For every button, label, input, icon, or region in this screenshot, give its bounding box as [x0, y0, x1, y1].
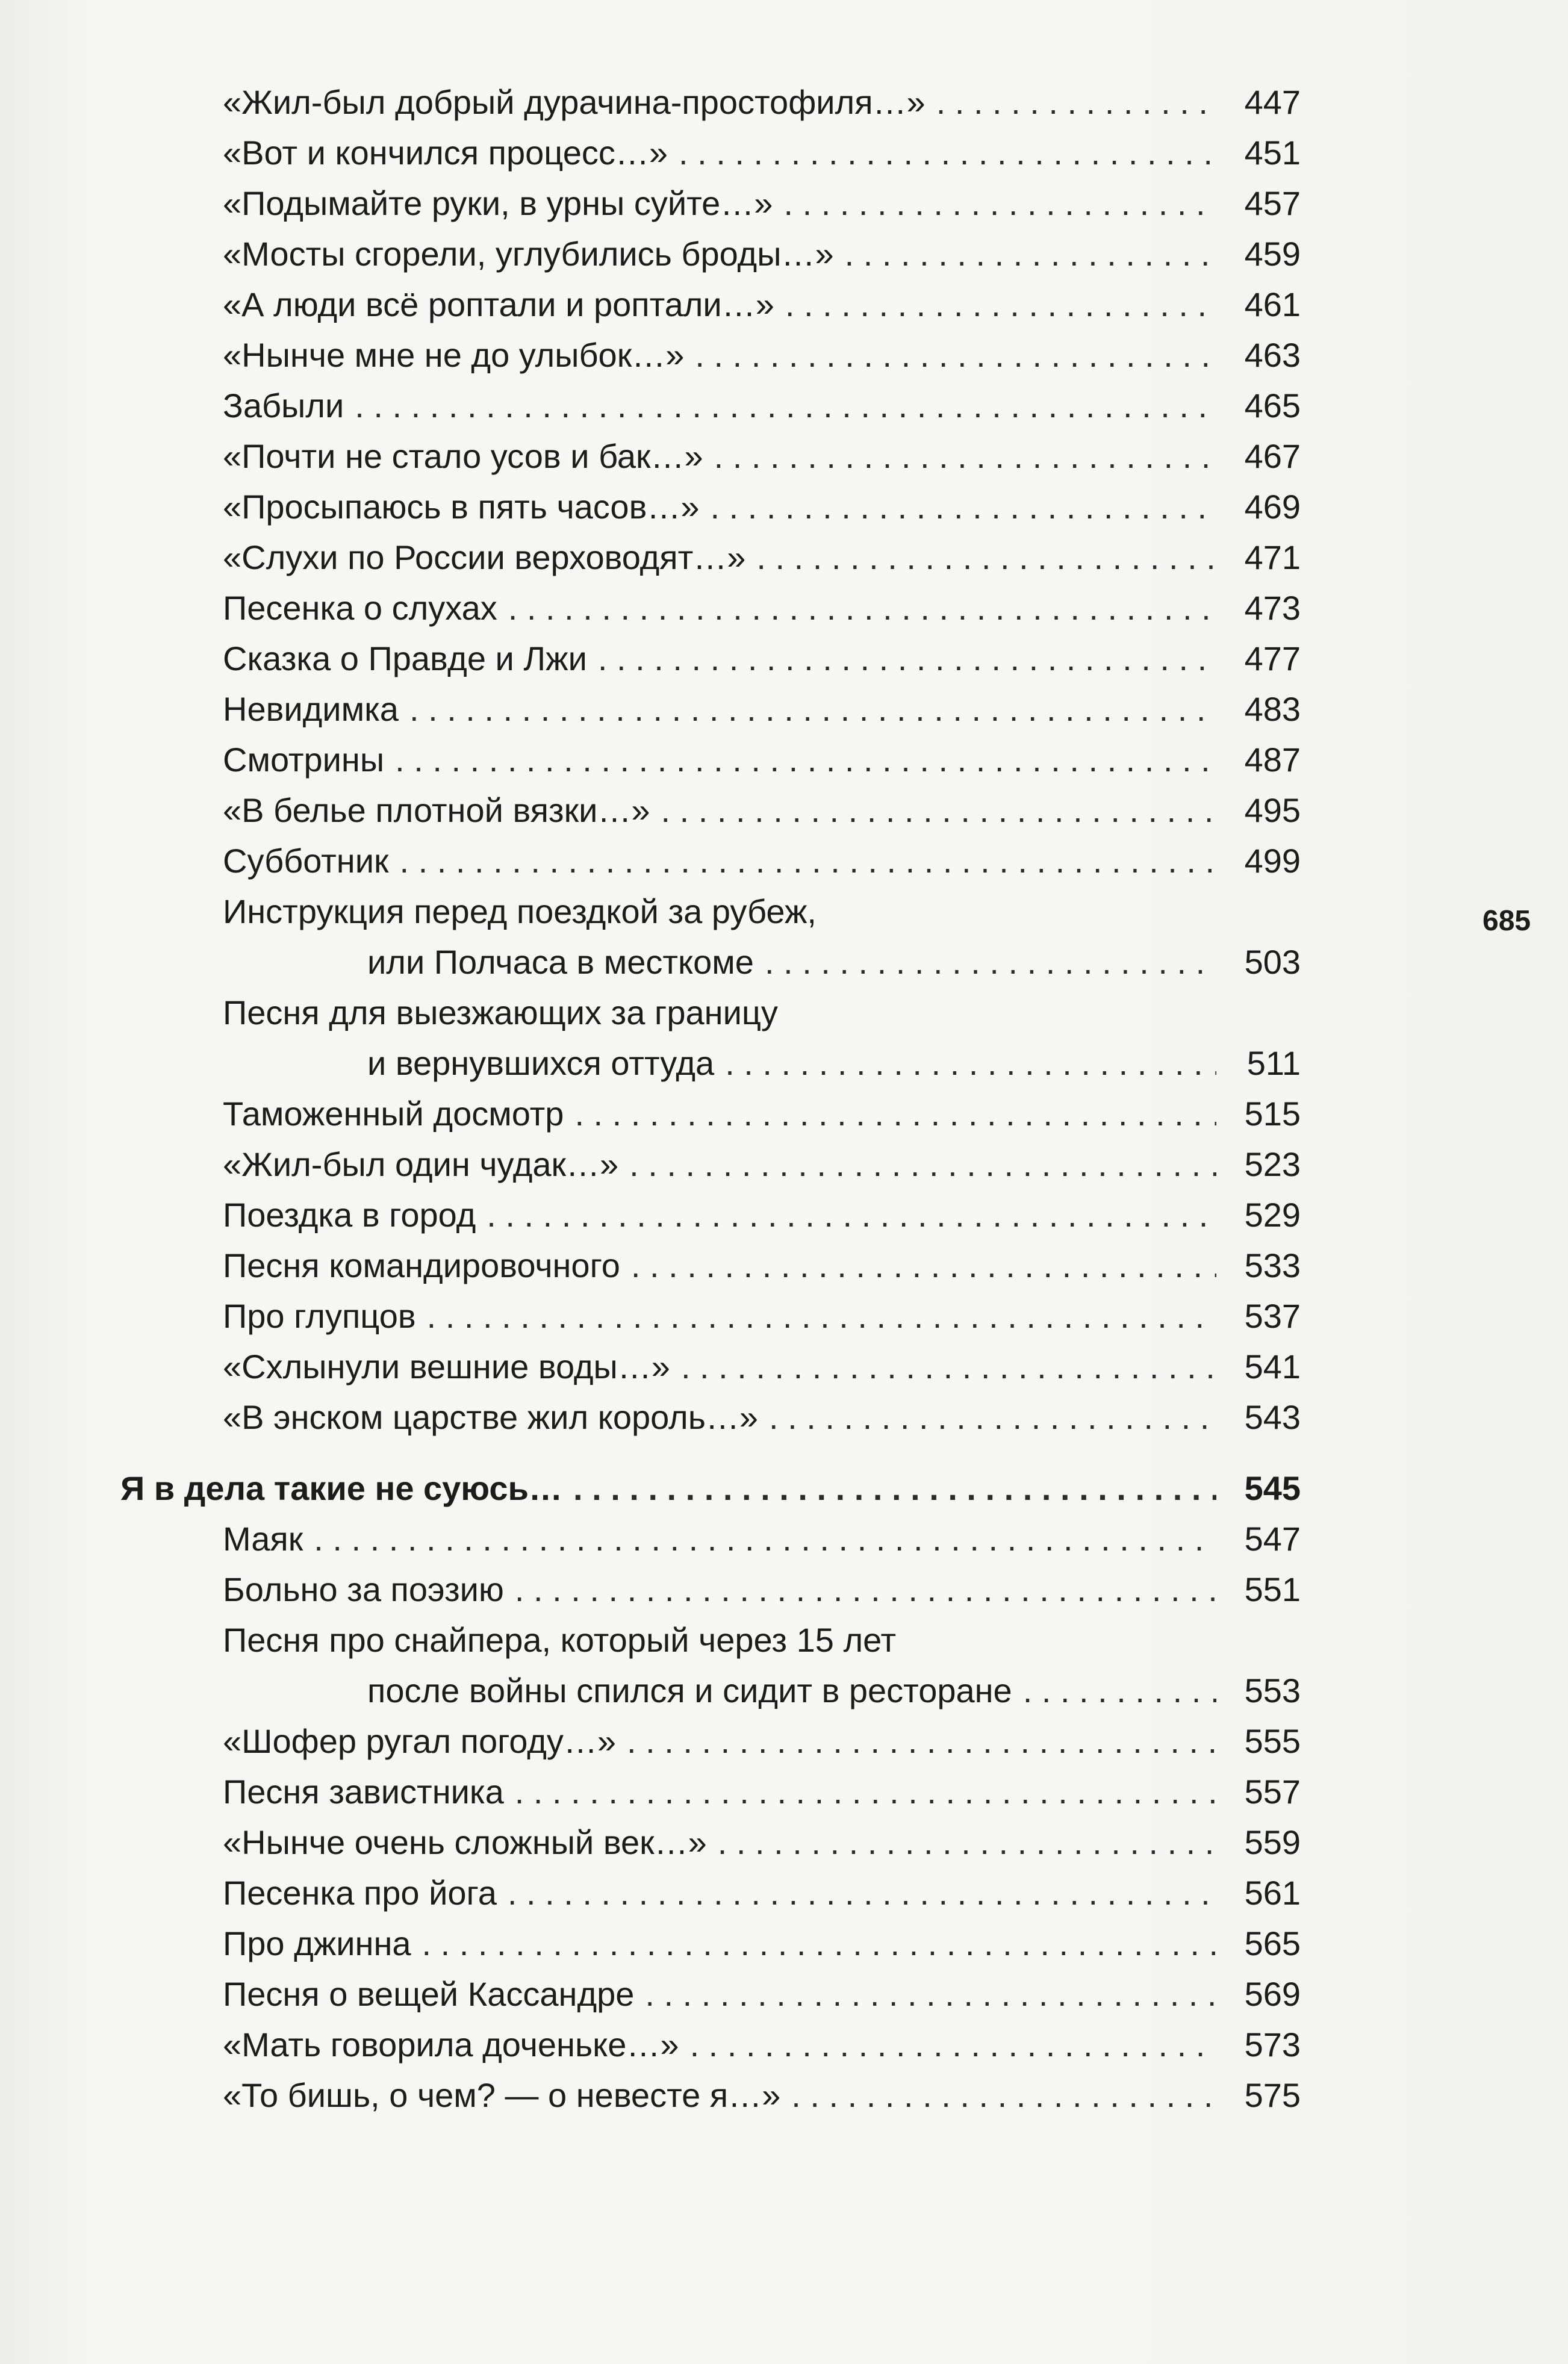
- entry-title: Песня командировочного: [223, 1246, 620, 1284]
- dot-leader: [515, 1569, 1216, 1610]
- entry-page-number: 495: [1244, 791, 1301, 829]
- dot-leader: [427, 1296, 1216, 1337]
- toc-entry: [120, 1286, 1301, 1337]
- entry-title-line-1: [120, 983, 1301, 1033]
- dot-leader: [725, 1043, 1216, 1084]
- entry-page-number: 533: [1244, 1246, 1301, 1284]
- entry-page-number: 469: [1244, 488, 1301, 526]
- entry-title: «Подымайте руки, в урны суйте…»: [223, 184, 773, 222]
- toc-entry: [120, 1964, 1301, 2015]
- entry-title: «Вот и кончился процесс…»: [223, 134, 668, 172]
- dot-leader: [627, 1721, 1216, 1762]
- entry-page-number: 569: [1244, 1975, 1301, 2013]
- toc-entry: [120, 1762, 1301, 1812]
- entry-page-number: 547: [1244, 1520, 1301, 1558]
- section-heading-entry: [120, 1458, 1301, 1509]
- dot-leader: [487, 1195, 1216, 1236]
- entry-title: «А люди всё роптали и роптали…»: [223, 285, 774, 323]
- entry-title: Забыли: [223, 387, 344, 425]
- dot-leader: [314, 1519, 1216, 1560]
- entry-page-number: 551: [1244, 1570, 1301, 1608]
- entry-title-continued: или Полчаса в месткоме: [367, 943, 754, 981]
- dot-leader: [936, 82, 1216, 123]
- toc-entry: [120, 1560, 1301, 1610]
- dot-leader: [355, 385, 1216, 426]
- dot-leader: [845, 234, 1216, 275]
- entry-title-continued: после войны спился и сидит в ресторане: [367, 1672, 1012, 1709]
- toc-entry: [120, 1134, 1301, 1185]
- dot-leader: [645, 1974, 1216, 2015]
- dot-leader: [710, 487, 1216, 527]
- toc-entry: [120, 376, 1301, 426]
- entry-page-number: 561: [1244, 1874, 1301, 1912]
- entry-title: Субботник: [223, 842, 389, 880]
- dot-leader: [574, 1093, 1216, 1134]
- dot-leader: [400, 841, 1217, 882]
- toc-entry: [120, 426, 1301, 477]
- entry-title-line-2: [120, 1033, 1301, 1084]
- entry-page-number: 545: [1244, 1469, 1301, 1507]
- entry-page-number: 473: [1244, 589, 1301, 627]
- toc-entry: [120, 224, 1301, 275]
- dot-leader: [783, 183, 1216, 224]
- entry-title: Маяк: [223, 1520, 303, 1558]
- entry-title: Невидимка: [223, 690, 399, 728]
- toc-entry-two-line: [120, 882, 1301, 983]
- entry-page-number: 503: [1244, 943, 1301, 981]
- entry-page-number: 511: [1246, 1044, 1301, 1082]
- entry-page-number: 465: [1244, 387, 1301, 425]
- toc-entry: [120, 730, 1301, 780]
- toc-entry: [120, 2015, 1301, 2065]
- entry-title: Песенка про йога: [223, 1874, 497, 1912]
- entry-title: «Мать говорила доченьке…»: [223, 2026, 679, 2064]
- toc-entry: [120, 578, 1301, 629]
- toc-entry: [120, 527, 1301, 578]
- entry-page-number: 499: [1244, 842, 1301, 880]
- entry-page-number: 553: [1244, 1672, 1301, 1709]
- dot-leader: [695, 335, 1216, 376]
- entry-page-number: 487: [1244, 741, 1301, 779]
- entry-title: «Шофер ругал погоду…»: [223, 1722, 617, 1760]
- toc-entry: [120, 477, 1301, 527]
- toc-entry: [120, 325, 1301, 376]
- toc-entry: [120, 123, 1301, 173]
- table-of-contents: [120, 72, 1301, 2116]
- toc-entry: [120, 173, 1301, 224]
- toc-entry: [120, 275, 1301, 325]
- entry-page-number: 477: [1244, 639, 1301, 677]
- entry-page-number: 573: [1244, 2026, 1301, 2064]
- entry-page-number: 459: [1244, 235, 1301, 273]
- toc-entry-two-line: [120, 983, 1301, 1084]
- dot-leader: [765, 942, 1216, 983]
- dot-leader: [1023, 1670, 1216, 1711]
- entry-title-line-1: [120, 882, 1301, 932]
- entry-title: «Мосты сгорели, углубились броды…»: [223, 235, 834, 273]
- toc-entry: [120, 679, 1301, 730]
- toc-entry: [120, 1863, 1301, 1914]
- entry-title: Песня о вещей Кассандре: [223, 1975, 635, 2013]
- entry-title: Песня завистника: [223, 1773, 504, 1811]
- entry-title: «Жил-был один чудак…»: [223, 1145, 619, 1183]
- entry-title: Инструкция перед поездкой за рубеж,: [223, 892, 817, 930]
- entry-page-number: 541: [1244, 1348, 1301, 1386]
- toc-entry: [120, 1509, 1301, 1560]
- entry-page-number: 483: [1244, 690, 1301, 728]
- entry-page-number: 555: [1244, 1722, 1301, 1760]
- toc-entry-two-line: [120, 1610, 1301, 1711]
- entry-title: «В энском царстве жил король…»: [223, 1398, 759, 1436]
- dot-leader: [791, 2075, 1216, 2116]
- dot-leader: [756, 537, 1216, 578]
- toc-entry: [120, 1711, 1301, 1762]
- entry-title-line-2: [120, 932, 1301, 983]
- entry-page-number: 467: [1244, 437, 1301, 475]
- dot-leader: [508, 1873, 1216, 1914]
- entry-page-number: 523: [1244, 1145, 1301, 1183]
- dot-leader: [681, 1346, 1216, 1387]
- toc-entry: [120, 1914, 1301, 1964]
- toc-entry: [120, 2065, 1301, 2116]
- page-number: 685: [1482, 905, 1531, 937]
- entry-title: Песенка о слухах: [223, 589, 497, 627]
- entry-page-number: 543: [1244, 1398, 1301, 1436]
- dot-leader: [598, 638, 1216, 679]
- entry-title: «Нынче мне не до улыбок…»: [223, 336, 685, 374]
- entry-title: «Нынче очень сложный век…»: [223, 1823, 707, 1861]
- entry-title: «В белье плотной вязки…»: [223, 791, 650, 829]
- entry-title-continued: и вернувшихся оттуда: [367, 1044, 715, 1082]
- toc-entry: [120, 1812, 1301, 1863]
- toc-entry: [120, 1185, 1301, 1236]
- dot-leader: [508, 588, 1216, 629]
- dot-leader: [690, 2024, 1216, 2065]
- entry-page-number: 559: [1244, 1823, 1301, 1861]
- dot-leader: [714, 436, 1216, 477]
- entry-title: «Слухи по России верховодят…»: [223, 538, 746, 576]
- entry-title: Я в дела такие не суюсь…: [120, 1469, 562, 1507]
- entry-page-number: 447: [1244, 83, 1301, 121]
- entry-title: «Схлынули вешние воды…»: [223, 1348, 670, 1386]
- entry-title: Песня про снайпера, который через 15 лет: [223, 1621, 897, 1659]
- toc-entry: [120, 1337, 1301, 1387]
- dot-leader: [718, 1822, 1216, 1863]
- entry-page-number: 575: [1244, 2076, 1301, 2114]
- entry-page-number: 557: [1244, 1773, 1301, 1811]
- dot-leader: [679, 132, 1216, 173]
- entry-title: «То бишь, о чем? — о невесте я…»: [223, 2076, 781, 2114]
- entry-title: Песня для выезжающих за границу: [223, 994, 778, 1031]
- dot-leader: [422, 1923, 1216, 1964]
- entry-page-number: 529: [1244, 1196, 1301, 1234]
- dot-leader: [769, 1397, 1216, 1438]
- entry-page-number: 461: [1244, 285, 1301, 323]
- entry-title: Поездка в город: [223, 1196, 476, 1234]
- entry-title: Про джинна: [223, 1924, 411, 1962]
- entry-title-line-2: [120, 1661, 1301, 1711]
- entry-title: «Жил-был добрый дурачина-простофиля…»: [223, 83, 926, 121]
- entry-title: Таможенный досмотр: [223, 1095, 564, 1133]
- toc-entry: [120, 780, 1301, 831]
- entry-page-number: 463: [1244, 336, 1301, 374]
- dot-leader: [661, 790, 1217, 831]
- toc-entry: [120, 629, 1301, 679]
- entry-page-number: 537: [1244, 1297, 1301, 1335]
- dot-leader: [785, 284, 1216, 325]
- entry-title: Про глупцов: [223, 1297, 416, 1335]
- entry-page-number: 457: [1244, 184, 1301, 222]
- entry-page-number: 451: [1244, 134, 1301, 172]
- entry-page-number: 565: [1244, 1924, 1301, 1962]
- dot-leader: [515, 1771, 1216, 1812]
- entry-title: «Почти не стало усов и бак…»: [223, 437, 703, 475]
- dot-leader: [409, 689, 1216, 730]
- entry-page-number: 515: [1244, 1095, 1301, 1133]
- toc-entry: [120, 1084, 1301, 1134]
- dot-leader: [629, 1144, 1216, 1185]
- toc-entry: [120, 831, 1301, 882]
- entry-page-number: 471: [1244, 538, 1301, 576]
- toc-entry: [120, 1387, 1301, 1438]
- dot-leader: [631, 1245, 1216, 1286]
- entry-title: Сказка о Правде и Лжи: [223, 639, 587, 677]
- entry-title: «Просыпаюсь в пять часов…»: [223, 488, 700, 526]
- entry-title: Смотрины: [223, 741, 385, 779]
- dot-leader: [573, 1468, 1216, 1509]
- entry-title: Больно за поэзию: [223, 1570, 504, 1608]
- toc-entry: [120, 1236, 1301, 1286]
- toc-entry: [120, 72, 1301, 123]
- dot-leader: [395, 739, 1216, 780]
- entry-title-line-1: [120, 1610, 1301, 1661]
